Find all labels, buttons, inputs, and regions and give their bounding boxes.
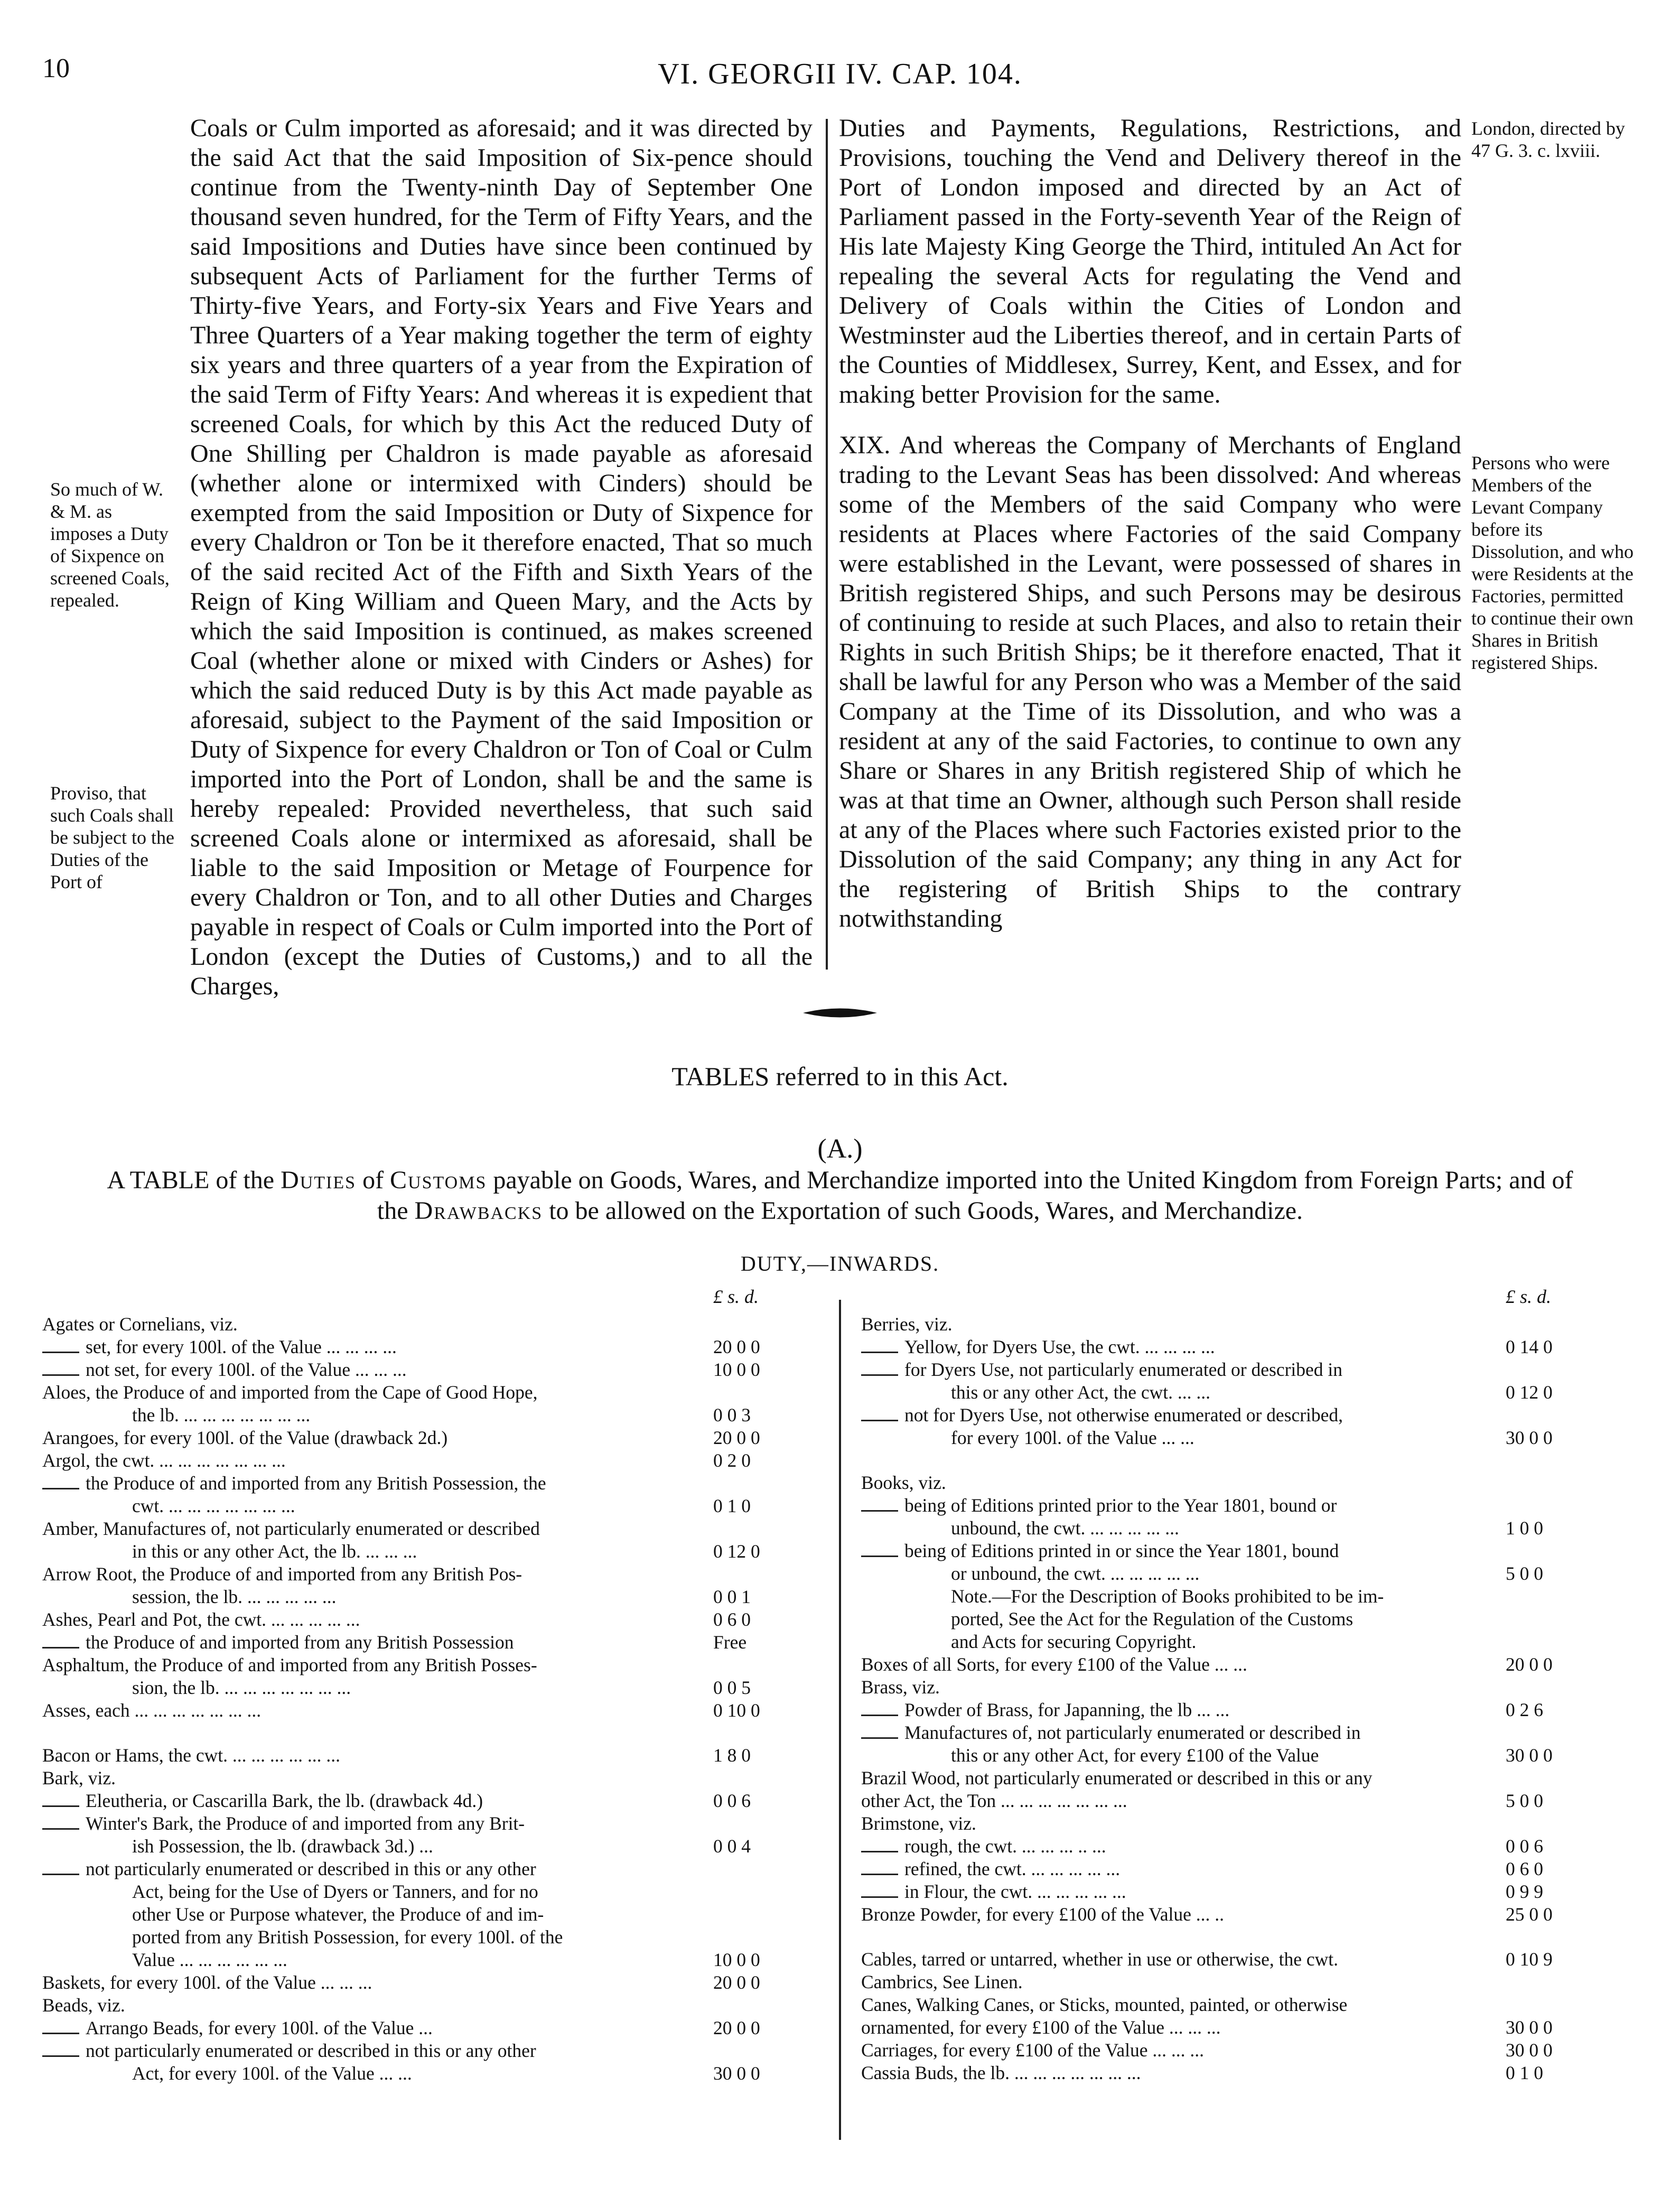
tariff-item-text [861, 1994, 1643, 2016]
statute-paragraph: Duties and Payments, Regulations, Restrictions, and Provisions, touching the Vend and Delivery thereof in the Port of London imposed and directed by an Act of Parliament passed in the Forty-seventh Year of the Reign of His late Majesty King George the Third, intituled An Act for repealing the several Acts for regulating the Vend and Delivery of Coals within the Cities of London and Westminster aud the Liberties thereof, and in certain Parts of the Counties of Middlesex, Surrey, Kent, and Essex, and for making better Provision for the same. [839, 114, 1461, 408]
tariff-item-text [42, 1903, 824, 1926]
tariff-item-label: cwt. ... ... ... ... ... ... ... [132, 1495, 295, 1516]
tariff-row [861, 1494, 1643, 1517]
tariff-item-text [42, 1880, 824, 1903]
tariff-row [42, 1699, 824, 1722]
ditto-dash-icon [42, 1821, 79, 1830]
table-letter: (A.) [817, 1134, 863, 1164]
tariff-item-text [42, 1790, 824, 1812]
tariff-row [42, 1540, 824, 1563]
tariff-item-label: this or any other Act, for every £100 of the Value [951, 1745, 1319, 1766]
tariff-row [861, 1427, 1643, 1449]
tariff-item-label: other Act, the Ton ... ... ... ... ... ... ... [861, 1790, 1127, 1811]
tariff-amount: 0 2 6 [1506, 1699, 1543, 1720]
page-number: 10 [42, 53, 70, 83]
duty-inwards-heading: DUTY,—INWARDS. [740, 1252, 940, 1275]
caption-customs: Customs [390, 1166, 487, 1194]
tariff-amount: 0 6 0 [713, 1609, 751, 1630]
tariff-item-label: in Flour, the cwt. ... ... ... ... ... [904, 1881, 1126, 1902]
tariff-row [861, 1767, 1643, 1790]
tariff-item-text [861, 1767, 1643, 1790]
tariff-row [861, 1517, 1643, 1540]
tariff-item-label: Act, being for the Use of Dyers or Tanners, and for no [132, 1881, 538, 1902]
ditto-dash-icon [861, 1412, 898, 1421]
tariff-item-label: Brazil Wood, not particularly enumerated or described in this or any [861, 1767, 1373, 1789]
tariff-item-label: Arrango Beads, for every 100l. of the Value ... [86, 2017, 433, 2038]
tariff-row [861, 1585, 1643, 1608]
tariff-item-label: sion, the lb. ... ... ... ... ... ... ... [132, 1677, 351, 1698]
tariff-amount: 0 10 0 [713, 1700, 760, 1721]
tariff-item-text [42, 2062, 824, 2085]
tariff-item-label: Ashes, Pearl and Pot, the cwt. ... ... ... ... ... [42, 1609, 360, 1630]
tariff-row [42, 1926, 824, 1949]
tariff-row [861, 1540, 1643, 1562]
tariff-row [861, 1653, 1643, 1676]
tariff-amount: 30 0 0 [1506, 2039, 1553, 2061]
ditto-dash-icon [861, 1707, 898, 1716]
tariff-item-label: Cables, tarred or untarred, whether in use or otherwise, the cwt. [861, 1949, 1338, 1970]
tariff-item-label: ported, See the Act for the Regulation of the Customs [951, 1608, 1354, 1629]
tariff-amount: 0 12 0 [713, 1541, 760, 1562]
tariff-row [42, 2039, 824, 2062]
tariff-row [42, 1608, 824, 1631]
tariff-item-text [42, 1926, 824, 1949]
tariff-amount: 0 0 5 [713, 1677, 751, 1698]
tariff-amount: 0 0 6 [1506, 1836, 1543, 1857]
money-column-heading: £ s. d. [1506, 1286, 1552, 1307]
tariff-item-text [42, 1744, 824, 1767]
tariff-amount: 20 0 0 [713, 1336, 760, 1357]
ditto-dash-icon [42, 1798, 79, 1807]
tariff-item-label: Agates or Cornelians, viz. [42, 1314, 238, 1335]
tariff-item-label: refined, the cwt. ... ... ... ... ... [904, 1858, 1121, 1879]
tariff-item-label: Boxes of all Sorts, for every £100 of the Value ... ... [861, 1654, 1247, 1675]
tariff-amount: 0 1 0 [1506, 2062, 1543, 2083]
tariff-item-text [42, 1971, 824, 1994]
ditto-dash-icon [861, 1889, 898, 1898]
tariff-row [42, 1563, 824, 1586]
tariff-row [861, 1471, 1643, 1494]
ditto-dash-icon [861, 1503, 898, 1512]
tariff-column-divider [839, 1300, 841, 2140]
tariff-item-text [42, 1631, 824, 1654]
tariff-amount: 10 0 0 [713, 1359, 760, 1380]
tariff-row [42, 1790, 824, 1812]
margin-note-london: London, directed by 47 G. 3. c. lxviii. [1471, 118, 1625, 161]
tariff-row [861, 1631, 1643, 1653]
tariff-item-label: Powder of Brass, for Japanning, the lb ... ... [904, 1699, 1230, 1720]
tariff-row [861, 1880, 1643, 1903]
tariff-amount: 30 0 0 [1506, 1427, 1553, 1448]
tariff-amount: 5 0 0 [1506, 1790, 1543, 1811]
tariff-item-text [42, 2039, 824, 2062]
tariff-item-text [42, 1404, 824, 1427]
tariff-item-text [861, 1313, 1643, 1336]
tariff-amount: 20 0 0 [713, 1427, 760, 1448]
tariff-item-text [861, 1585, 1643, 1608]
tariff-row [861, 1313, 1643, 1336]
tariff-row [42, 1949, 824, 1971]
tariff-item-text [42, 1313, 824, 1336]
tariff-row [861, 1790, 1643, 1812]
tariff-row [42, 1858, 824, 1880]
tariff-item-text [861, 1404, 1643, 1427]
tariff-amount: 20 0 0 [713, 2017, 760, 2038]
tariff-item-label: in this or any other Act, the lb. ... ... ... [132, 1541, 417, 1562]
tariff-item-label: Amber, Manufactures of, not particularly enumerated or described [42, 1518, 540, 1539]
ditto-dash-icon [861, 1344, 898, 1353]
tariff-amount: 20 0 0 [1506, 1654, 1553, 1675]
tariff-item-text [42, 1608, 824, 1631]
tariff-row [861, 2039, 1643, 2062]
tariff-item-label: or unbound, the cwt. ... ... ... ... ... [951, 1563, 1200, 1584]
tariff-row [861, 1858, 1643, 1880]
section-xix-paragraph: XIX. And whereas the Company of Merchants of England trading to the Levant Seas has been dissolved: And whereas some of the Members of the said Company who were residents at Places where Factories of the said Company were established in the Levant, were possessed of shares in British registered Ships, and such Persons may be desirous of continuing to reside at such Places, and also to retain their Rights in such British Ships; be it therefore enacted, That it shall be lawful for any Person who was a Member of the said Company at the Time of its Dissolution, and who was a resident at any of the said Factories, to continue to own any Share or Shares in any British registered Ship of which he was at that time an Owner, although such Person shall reside at any of the Places where such Factories existed prior to the Dissolution of the said Company; any thing in any Act for the registering of British Ships to the contrary notwithstanding [839, 431, 1461, 933]
tariff-row [861, 1948, 1643, 1971]
tariff-amount: 0 0 4 [713, 1836, 751, 1857]
margin-note-persons: Persons who were Members of the Levant Company before its Dissolution, and who were Residents at the Factories, permitted to continue their own Shares in British registered Ships. [1471, 452, 1634, 673]
tariff-row [42, 1631, 824, 1654]
tariff-row [861, 1812, 1643, 1835]
tariff-amount: 0 1 0 [713, 1495, 751, 1516]
tariff-row [42, 1472, 824, 1495]
tariff-item-label: Argol, the cwt. ... ... ... ... ... ... ... [42, 1450, 286, 1471]
tariff-amount: Free [713, 1632, 747, 1653]
tariff-row [42, 1903, 824, 1926]
tariff-item-label: the lb. ... ... ... ... ... ... ... [132, 1404, 311, 1426]
column-divider [826, 119, 828, 970]
tariff-amount: 30 0 0 [713, 2063, 760, 2084]
tariff-item-label: Aloes, the Produce of and imported from the Cape of Good Hope, [42, 1382, 538, 1403]
tariff-row [42, 1744, 824, 1767]
ditto-dash-icon [42, 2025, 79, 2034]
margin-note-so-much: So much of W. & M. as imposes a Duty of Sixpence on screened Coals, repealed. [50, 479, 170, 611]
tariff-item-label: Arangoes, for every 100l. of the Value (drawback 2d.) [42, 1427, 448, 1448]
tariff-amount: 0 12 0 [1506, 1382, 1553, 1403]
tariff-item-text [42, 1540, 824, 1563]
tariff-item-text [861, 1721, 1643, 1744]
tariff-item-text [861, 1358, 1643, 1381]
tariff-item-label: ish Possession, the lb. (drawback 3d.) ... [132, 1836, 433, 1857]
tariff-amount: 25 0 0 [1506, 1904, 1553, 1925]
ditto-dash-icon [861, 1548, 898, 1557]
tariff-row [42, 1677, 824, 1699]
tariff-amount: 10 0 0 [713, 1949, 760, 1970]
tariff-row [42, 1517, 824, 1540]
tables-heading: TABLES referred to in this Act. [671, 1061, 1009, 1091]
tariff-item-text [42, 1699, 824, 1722]
tariff-item-text [861, 1812, 1643, 1835]
tariff-item-text [42, 1472, 824, 1495]
tariff-amount: 30 0 0 [1506, 1745, 1553, 1766]
tariff-item-label: Yellow, for Dyers Use, the cwt. ... ... ... ... [904, 1336, 1215, 1357]
tariff-row [861, 1994, 1643, 2016]
table-caption [92, 1165, 1588, 1226]
tariff-row [42, 1358, 824, 1381]
tariff-row [42, 1381, 824, 1404]
tariff-row [42, 1812, 824, 1835]
tariff-item-text [42, 1517, 824, 1540]
tariff-item-label: Bacon or Hams, the cwt. ... ... ... ... ... ... [42, 1745, 340, 1766]
tariff-item-label: Act, for every 100l. of the Value ... ... [132, 2063, 412, 2084]
tariff-row [861, 1562, 1643, 1585]
caption-part: of [362, 1166, 384, 1194]
tariff-item-label: Eleutheria, or Cascarilla Bark, the lb. (drawback 4d.) [86, 1790, 483, 1811]
tariff-row [861, 1381, 1643, 1404]
caption-drawbacks: Drawbacks [414, 1197, 543, 1225]
tariff-item-label: not set, for every 100l. of the Value ... ... ... [86, 1359, 407, 1380]
tariff-item-label: ornamented, for every £100 of the Value ... ... ... [861, 2017, 1221, 2038]
tariff-item-text [42, 1427, 824, 1449]
caption-part: A TABLE of the [107, 1166, 275, 1194]
tariff-row [861, 1744, 1643, 1767]
tariff-row [861, 2062, 1643, 2084]
tariff-amount: 30 0 0 [1506, 2017, 1553, 2038]
tariff-item-label: the Produce of and imported from any British Possession, the [86, 1473, 546, 1494]
tariff-item-label: Carriages, for every £100 of the Value ... ... ... [861, 2039, 1205, 2061]
tariff-row [861, 1721, 1643, 1744]
tariff-item-label: for Dyers Use, not particularly enumerated or described in [904, 1359, 1343, 1380]
tariff-row [861, 1971, 1643, 1994]
tariff-amount: 0 0 1 [713, 1586, 751, 1607]
tariff-item-text [861, 1471, 1643, 1494]
tariff-amount: 0 10 9 [1506, 1949, 1553, 1970]
statute-right-column [839, 114, 1461, 934]
tariff-row [861, 1404, 1643, 1427]
tariff-item-text [42, 1767, 824, 1790]
tariff-item-label: Cambrics, See Linen. [861, 1971, 1023, 1992]
tariff-amount: 0 9 9 [1506, 1881, 1543, 1902]
tariff-item-label: being of Editions printed in or since the Year 1801, bound [904, 1540, 1339, 1561]
tariff-row [42, 1880, 824, 1903]
tariff-amount: 5 0 0 [1506, 1563, 1543, 1584]
ditto-dash-icon [861, 1730, 898, 1739]
ditto-dash-icon [42, 1367, 79, 1376]
statute-left-column [190, 114, 813, 1001]
tariff-item-label: Note.—For the Description of Books prohibited to be im- [951, 1586, 1384, 1607]
tariff-row [42, 2062, 824, 2085]
tariff-row [861, 2016, 1643, 2039]
tariff-item-text [861, 1971, 1643, 1994]
statute-paragraph: Coals or Culm imported as aforesaid; and it was directed by the said Act that the said Imposition of Six-pence should continue from the Twenty-ninth Day of September One thousand seven hundred, for the Term of Fifty Years, and the said Impositions and Duties have since been continued by subsequent Acts of Parliament for the further Terms of Thirty-five Years, and Forty-six Years and Five Years and Three Quarters of a Year making together the term of eighty six years and three quarters of a year from the Expiration of the said Term of Fifty Years: And whereas it is expedient that screened Coals, for which by this Act the reduced Duty of One Shilling per Chaldron is made payable as aforesaid (whether alone or intermixed with Cinders) should be exempted from the said Imposition or Duty of Sixpence for every Chaldron or Ton be it therefore enacted, That so much of the said recited Act of the Fifth and Sixth Years of the Reign of King William and Queen Mary, and the Acts by which the said Imposition is continued, as makes screened Coal (whether alone or mixed with Cinders or Ashes) for which the said reduced Duty is by this Act made payable as aforesaid, subject to the Payment of the said Imposition or Duty of Sixpence for every Chaldron or Ton of Coal or Culm imported into the Port of London, shall be and the same is hereby repealed: Provided nevertheless, that such said screened Coals alone or intermixed as aforesaid, shall be liable to the said Imposition or Metage of Fourpence for every Chaldron or Ton, and to all other Duties and Charges payable in respect of Coals or Culm imported into the Port of London (except the Duties of Customs,) and to all the Charges, [190, 114, 813, 1000]
tariff-item-label: for every 100l. of the Value ... ... [951, 1427, 1194, 1448]
tariff-item-text [42, 1994, 824, 2017]
tariff-item-text [861, 1608, 1643, 1631]
tariff-row [42, 2017, 824, 2039]
tariff-item-label: and Acts for securing Copyright. [951, 1631, 1197, 1652]
running-head: VI. GEORGII IV. CAP. 104. [658, 58, 1022, 90]
tariff-item-label: Cassia Buds, the lb. ... ... ... ... ... ... ... [861, 2062, 1141, 2083]
ditto-dash-icon [861, 1843, 898, 1852]
tariff-item-text [42, 1858, 824, 1880]
tariff-item-label: Berries, viz. [861, 1314, 953, 1335]
tariff-item-label: Books, viz. [861, 1472, 946, 1493]
tariff-item-label: Canes, Walking Canes, or Sticks, mounted, painted, or otherwise [861, 1994, 1348, 2015]
tariff-item-label: being of Editions printed prior to the Year 1801, bound or [904, 1495, 1337, 1516]
tariff-row [42, 1835, 824, 1858]
tariff-item-text [42, 1449, 824, 1472]
tariff-row [861, 1358, 1643, 1381]
tariff-item-label: Brass, viz. [861, 1677, 940, 1698]
caption-part: to be allowed on the Exportation of such Goods, Wares, and Merchandize. [549, 1197, 1303, 1225]
tariff-item-label: Baskets, for every 100l. of the Value ... ... ... [42, 1972, 372, 1993]
ditto-dash-icon [42, 1344, 79, 1353]
ornament-rule-icon [803, 1005, 877, 1021]
ditto-dash-icon [42, 1640, 79, 1648]
tariff-item-text [42, 1563, 824, 1586]
tariff-item-text [42, 2017, 824, 2039]
tariff-item-text [42, 1336, 824, 1358]
tariff-item-label: Beads, viz. [42, 1995, 125, 2016]
tariff-item-label: Brimstone, viz. [861, 1813, 976, 1834]
tariff-row [42, 1336, 824, 1358]
caption-duties: Duties [281, 1166, 357, 1194]
tariff-item-label: rough, the cwt. ... ... ... .. ... [904, 1836, 1106, 1857]
tariff-amount: 0 0 3 [713, 1404, 751, 1426]
tariff-item-label: session, the lb. ... ... ... ... ... [132, 1586, 337, 1607]
tariff-item-text [42, 1586, 824, 1608]
tariff-item-label: not particularly enumerated or described in this or any other [86, 2040, 536, 2061]
tariff-item-label: Asphaltum, the Produce of and imported from any British Posses- [42, 1654, 537, 1675]
tariff-amount: 1 8 0 [713, 1745, 751, 1766]
tariff-item-label: Manufactures of, not particularly enumerated or described in [904, 1722, 1361, 1743]
tariff-item-label: not for Dyers Use, not otherwise enumerated or described, [904, 1404, 1343, 1426]
tariff-row [42, 1495, 824, 1517]
tariff-row [42, 1404, 824, 1427]
tariff-item-label: Bronze Powder, for every £100 of the Value ... .. [861, 1904, 1225, 1925]
margin-note-proviso: Proviso, that such Coals shall be subject to the Duties of the Port of [50, 783, 174, 892]
tariff-amount: 0 14 0 [1506, 1336, 1553, 1357]
tariff-row [861, 1336, 1643, 1358]
tariff-item-label: Bark, viz. [42, 1767, 116, 1789]
tariff-row [861, 1903, 1643, 1926]
tariff-row [42, 1654, 824, 1677]
tariff-item-text [42, 1381, 824, 1404]
tariff-item-label: this or any other Act, the cwt. ... ... [951, 1382, 1210, 1403]
tariff-row [861, 1676, 1643, 1699]
tariff-row [42, 1767, 824, 1790]
tariff-item-text [42, 1812, 824, 1835]
ditto-dash-icon [861, 1367, 898, 1376]
caption-part: payable on Goods, Wares, and Merchandize imported into the United Kingdom from Foreign Parts; and of the [377, 1166, 1573, 1225]
tariff-item-label: set, for every 100l. of the Value ... ... ... ... [86, 1336, 397, 1357]
tariff-item-text [861, 1631, 1643, 1653]
tariff-item-label: unbound, the cwt. ... ... ... ... ... [951, 1517, 1179, 1539]
tariff-row [42, 1427, 824, 1449]
tariff-item-label: ported from any British Possession, for every 100l. of the [132, 1926, 563, 1948]
tariff-item-label: Value ... ... ... ... ... ... [132, 1949, 287, 1970]
ditto-dash-icon [42, 1480, 79, 1489]
tariff-right-column [861, 1286, 1643, 2084]
tariff-row [42, 1994, 824, 2017]
tariff-item-label: Asses, each ... ... ... ... ... ... ... [42, 1700, 262, 1721]
tariff-item-label: not particularly enumerated or described in this or any other [86, 1858, 536, 1879]
tariff-item-label: Winter's Bark, the Produce of and imported from any Brit- [86, 1813, 525, 1834]
ditto-dash-icon [861, 1866, 898, 1875]
tariff-row [42, 1586, 824, 1608]
tariff-row [42, 1449, 824, 1472]
tariff-item-text [42, 1835, 824, 1858]
tariff-item-text [861, 1676, 1643, 1699]
tariff-amount: 1 0 0 [1506, 1517, 1543, 1539]
tariff-item-text [861, 1540, 1643, 1562]
tariff-row [861, 1608, 1643, 1631]
tariff-item-text [42, 1654, 824, 1677]
tariff-item-text [861, 1494, 1643, 1517]
tariff-amount: 0 0 6 [713, 1790, 751, 1811]
ditto-dash-icon [42, 2048, 79, 2057]
tariff-item-text [42, 1949, 824, 1971]
tariff-amount: 0 2 0 [713, 1450, 751, 1471]
ditto-dash-icon [42, 1866, 79, 1875]
tariff-item-text [42, 1495, 824, 1517]
tariff-row [42, 1971, 824, 1994]
tariff-item-text [42, 1677, 824, 1699]
tariff-row [861, 1699, 1643, 1721]
tariff-row [42, 1313, 824, 1336]
tariff-item-label: Arrow Root, the Produce of and imported from any British Pos- [42, 1563, 522, 1585]
tariff-left-column [42, 1286, 824, 2085]
money-column-heading: £ s. d. [713, 1286, 759, 1307]
tariff-amount: 20 0 0 [713, 1972, 760, 1993]
tariff-item-label: other Use or Purpose whatever, the Produce of and im- [132, 1904, 544, 1925]
tariff-amount: 0 6 0 [1506, 1858, 1543, 1879]
tariff-row [861, 1835, 1643, 1858]
tariff-item-text [42, 1358, 824, 1381]
tariff-item-label: the Produce of and imported from any British Possession [86, 1632, 514, 1653]
